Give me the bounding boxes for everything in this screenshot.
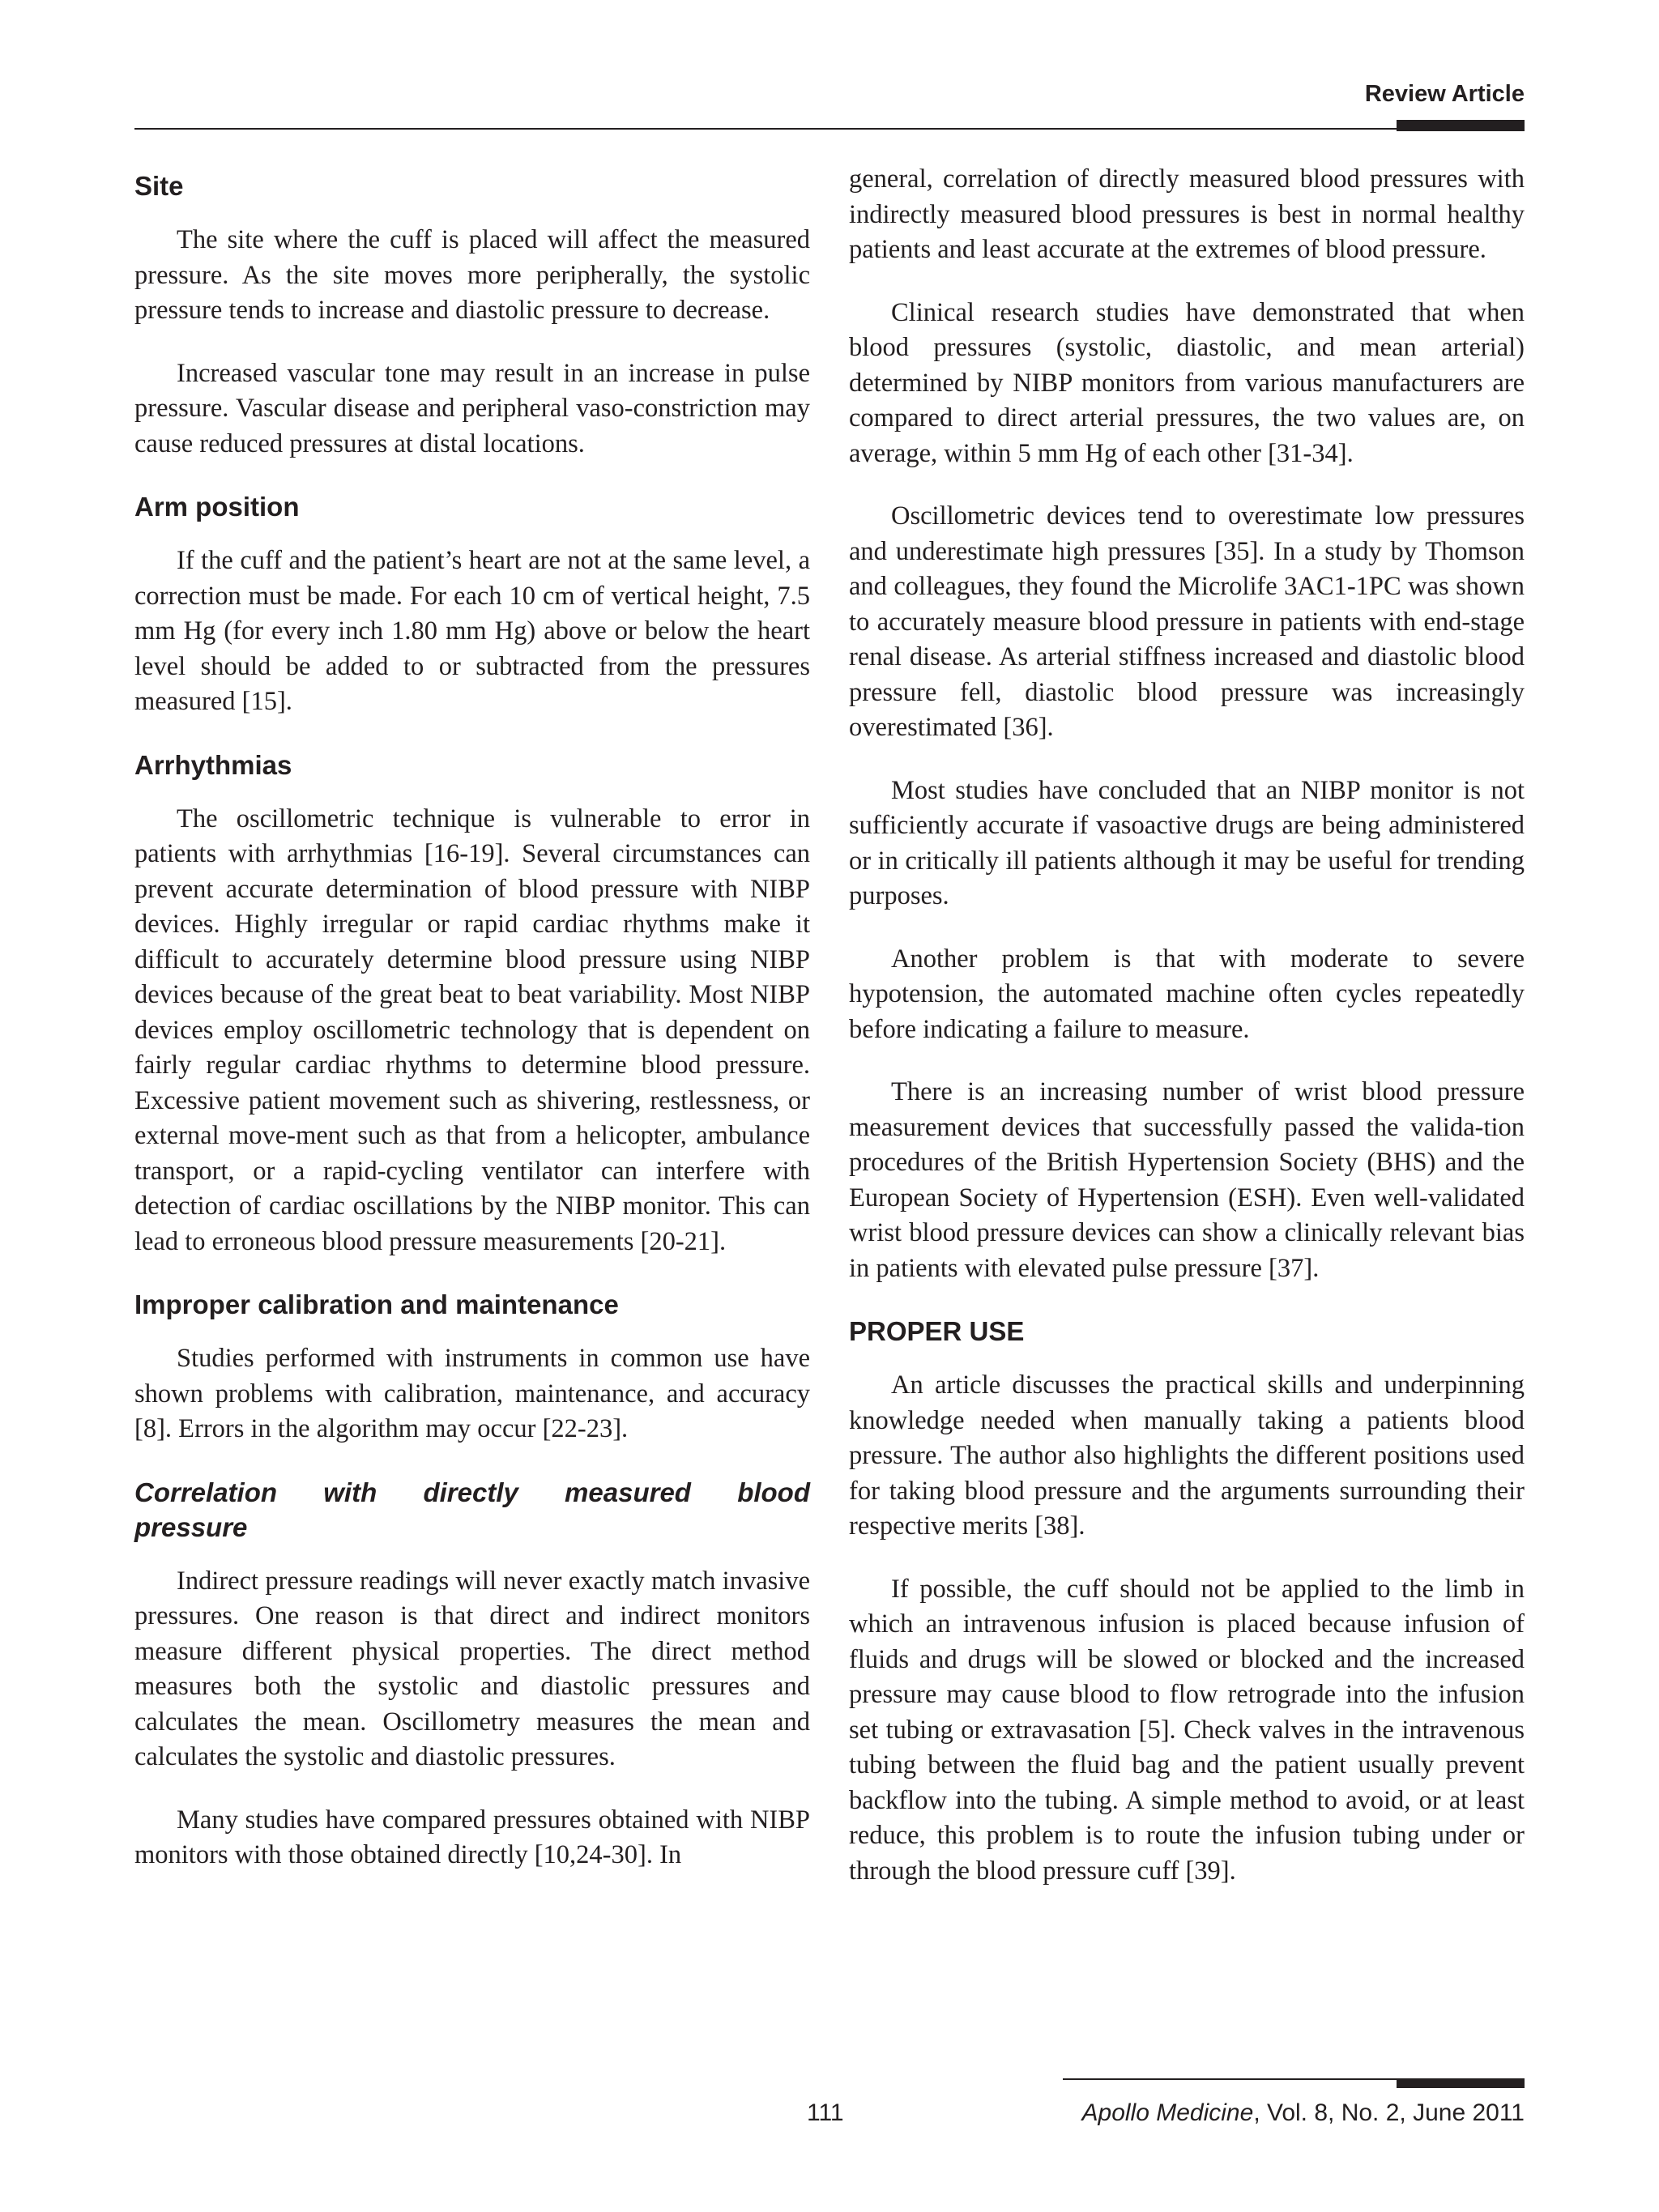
section-heading-arm-position: Arm position: [134, 492, 300, 522]
journal-details: , Vol. 8, No. 2, June 2011: [1253, 2099, 1525, 2126]
paragraph: Increased vascular tone may result in an increase in pulse pressure. Vascular disease and peripheral vaso-constriction may cause reduced pressures at distal locations.: [134, 358, 810, 458]
paragraph: Many studies have compared pressures obtained with NIBP monitors with those obtained directly [10,24-30]. In: [134, 1805, 810, 1869]
section-heading-arrhythmias: Arrhythmias: [134, 749, 292, 780]
section-heading-site: Site: [134, 171, 184, 201]
paragraph: Most studies have concluded that an NIBP monitor is not sufficiently accurate if vasoactive drugs are being administered or in critically ill patients although it may be useful for trending purposes.: [849, 775, 1525, 910]
right-column: [849, 162, 1525, 1916]
paragraph-continued: general, correlation of directly measured blood pressures with indirectly measured blood pressures is best in normal healthy patients and least accurate at the extremes of blood pressure.: [849, 164, 1525, 264]
paragraph: Another problem is that with moderate to severe hypotension, the automated machine often cycles repeatedly before indicating a failure to measure.: [849, 944, 1525, 1044]
page-number: 111: [807, 2099, 844, 2126]
paragraph: The site where the cuff is placed will affect the measured pressure. As the site moves more peripherally, the systolic pressure tends to increase and diastolic pressure to decrease.: [134, 225, 810, 325]
paragraph: If the cuff and the patient’s heart are not at the same level, a correction must be made. For each 10 cm of vertical height, 7.5 mm Hg (for every inch 1.80 mm Hg) above or below the heart level should be added to or subtracted from the pressures measured [15].: [134, 546, 810, 716]
paragraph: Clinical research studies have demonstrated that when blood pressures (systolic, diastolic, and mean arterial) determined by NIBP monitors from various manufacturers are compared to direct arterial pressures, the two values are, on average, within 5 mm Hg of each other [31-34].: [849, 297, 1525, 468]
running-header: Review Article: [1364, 81, 1525, 107]
header-rule-accent: [1397, 120, 1525, 131]
paragraph: There is an increasing number of wrist blood pressure measurement devices that successfully passed the valida-tion procedures of the British Hypertension Society (BHS) and the European Society of Hypertension (ESH). Even well-validated wrist blood pressure devices can show a clinically relevant bias in patients with elevated pulse pressure [37].: [849, 1077, 1525, 1283]
header-rule: [134, 128, 1525, 130]
left-column: [134, 162, 810, 1901]
footer-rule-accent: [1397, 2078, 1525, 2088]
paragraph: If possible, the cuff should not be applied to the limb in which an intravenous infusion is placed because infusion of fluids and drugs will be slowed or blocked and the increased pressure may cause blood to flow retrograde into the infusion set tubing or extravasation [5]. Check valves in the intravenous tubing between the fluid bag and the patient usually prevent backflow into the tubing. A simple method to avoid, or at least reduce, this problem is to route the infusion tubing under or through the blood pressure cuff [39].: [849, 1574, 1525, 1886]
paragraph: Indirect pressure readings will never exactly match invasive pressures. One reason is that direct and indirect monitors measure different physical properties. The direct method measures both the systolic and diastolic pressures and calculates the mean. Oscillometry measures the mean and calculates the systolic and diastolic pressures.: [134, 1566, 810, 1771]
section-heading-proper-use: PROPER USE: [849, 1316, 1025, 1346]
paragraph: Oscillometric devices tend to overestimate low pressures and underestimate high pressures [35]. In a study by Thomson and colleagues, they found the Microlife 3AC1-1PC was shown to accurately measure blood pressure in patients with end-stage renal disease. As arterial stiffness increased and diastolic blood pressure fell, diastolic blood pressure was increasingly overestimated [36].: [849, 501, 1525, 742]
paragraph: The oscillometric technique is vulnerable to error in patients with arrhythmias [16-19]. Several circumstances can prevent accurate determination of blood pressure with NIBP devices. Highly irregular or rapid cardiac rhythms make it difficult to accurately determine blood pressure using NIBP devices because of the great beat to beat variability. Most NIBP devices employ oscillometric technology that is dependent on fairly regular cardiac rhythms to determine blood pressure. Excessive patient movement such as shivering, restlessness, or external move-ment such as that from a helicopter, ambulance transport, or a rapid-cycling ventilator can interfere with detection of cardiac oscillations by the NIBP monitor. This can lead to erroneous blood pressure measurements [20-21].: [134, 803, 810, 1256]
section-heading-calibration: Improper calibration and maintenance: [134, 1289, 619, 1319]
journal-citation: [1082, 2099, 1525, 2127]
journal-name: Apollo Medicine: [1081, 2099, 1254, 2126]
paragraph: An article discusses the practical skills and underpinning knowledge needed when manually taking a patients blood pressure. The author also highlights the different positions used for taking blood pressure and the arguments surrounding their respective merits [38].: [849, 1370, 1525, 1541]
section-heading-correlation: Correlation with directly measured blood pressure: [134, 1477, 810, 1542]
paragraph: Studies performed with instruments in common use have shown problems with calibration, maintenance, and accuracy [8]. Errors in the algorithm may occur [22-23].: [134, 1344, 810, 1443]
